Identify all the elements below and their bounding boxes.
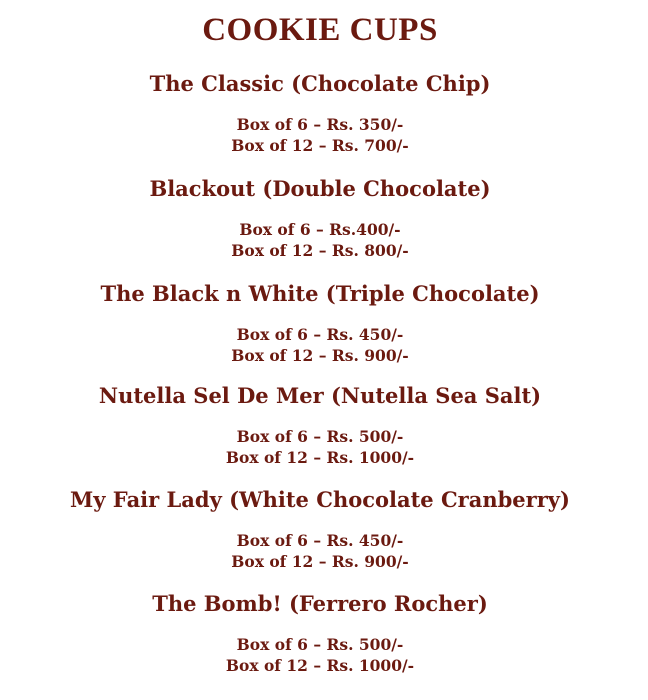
item-prices <box>0 114 640 156</box>
price-box-12: Box of 12 – Rs. 1000/- <box>225 656 415 675</box>
price-box-12: Box of 12 – Rs. 1000/- <box>225 448 415 467</box>
price-box-6: Box of 6 – Rs. 500/- <box>236 635 404 654</box>
item-name: My Fair Lady (White Chocolate Cranberry) <box>70 487 570 512</box>
menu-item <box>0 382 640 468</box>
menu-item <box>0 590 640 676</box>
price-box-12: Box of 12 – Rs. 900/- <box>231 346 409 365</box>
price-box-12: Box of 12 – Rs. 700/- <box>231 136 409 155</box>
item-prices <box>0 426 640 468</box>
item-name: Blackout (Double Chocolate) <box>149 176 491 201</box>
menu-item <box>0 280 640 366</box>
item-prices <box>0 634 640 676</box>
price-box-12: Box of 12 – Rs. 800/- <box>231 241 409 260</box>
item-prices <box>0 530 640 572</box>
price-box-6: Box of 6 – Rs. 500/- <box>236 427 404 446</box>
price-box-6: Box of 6 – Rs. 450/- <box>236 325 404 344</box>
item-name: The Classic (Chocolate Chip) <box>149 71 491 96</box>
menu-item <box>0 486 640 572</box>
price-box-6: Box of 6 – Rs. 350/- <box>236 115 404 134</box>
price-box-6: Box of 6 – Rs.400/- <box>239 220 401 239</box>
item-prices <box>0 324 640 366</box>
menu-item <box>0 70 640 156</box>
menu-title: COOKIE CUPS <box>202 12 438 48</box>
item-name: The Bomb! (Ferrero Rocher) <box>152 591 488 616</box>
price-box-6: Box of 6 – Rs. 450/- <box>236 531 404 550</box>
item-name: Nutella Sel De Mer (Nutella Sea Salt) <box>98 383 542 408</box>
item-name: The Black n White (Triple Chocolate) <box>100 281 540 306</box>
menu-item <box>0 175 640 261</box>
item-prices <box>0 219 640 261</box>
price-box-12: Box of 12 – Rs. 900/- <box>231 552 409 571</box>
